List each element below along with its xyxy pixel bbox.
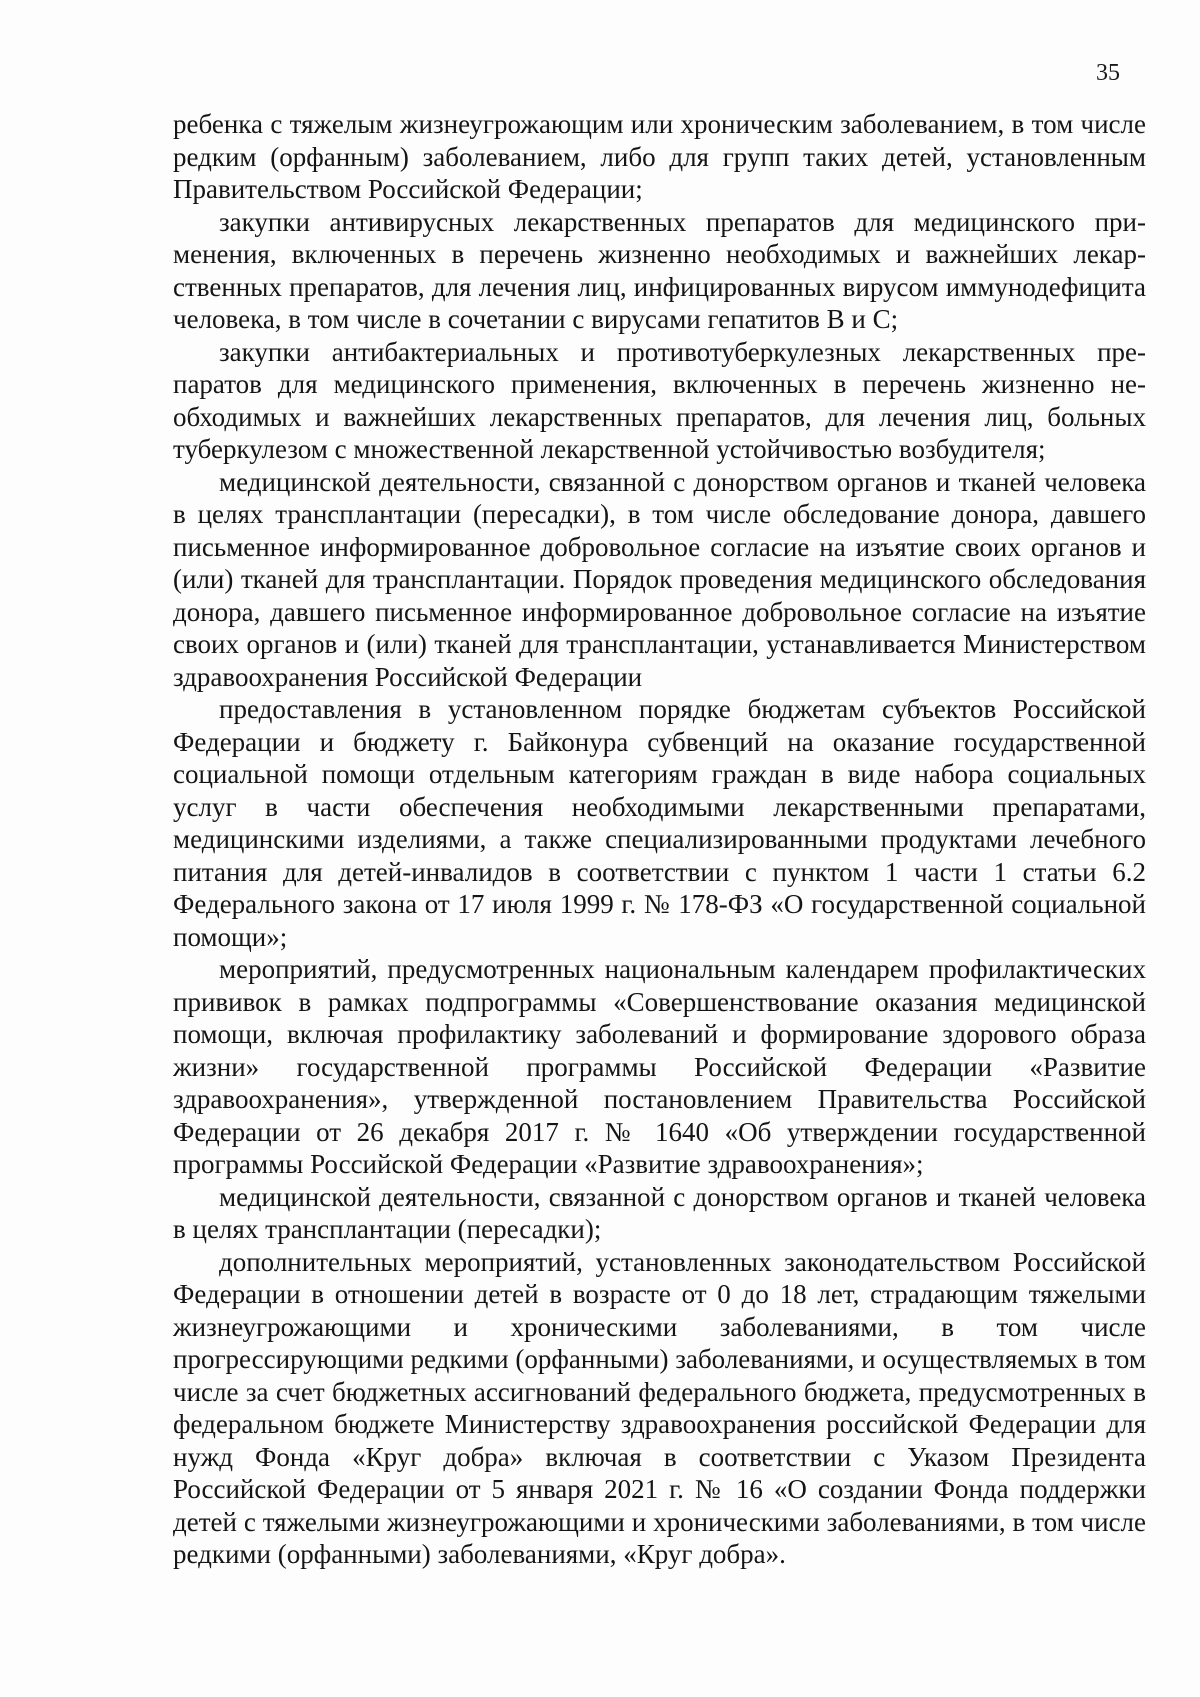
paragraph-continuation: ребенка с тяжелым жизнеугрожающим или хроническим заболеванием, в том числе редким (орфанным) заболеванием, либо для групп таких детей, установленным Правительством Российской Федерации; xyxy=(173,109,1146,204)
paragraph-vaccination-calendar: мероприятий, предусмотренных национальным календарем профилактических прививок в рамках подпрограммы «Совершенствование оказания медицинской помощи, включая профилактику заболеваний и формирование здорового образа жизни» государственной программы Российской Федерации «Развитие здравоохранения», утвержденной постановлением Правительства Российской Федерации от 26 декабря 2017 г. № 1640 «Об утверждении государственной программы Российской Федерации «Развитие здравоохранения»; xyxy=(173,954,1146,1179)
paragraph-donor-examination: медицинской деятельности, связанной с донорством органов и тканей человека в целях трансплантации (пересадки), в том числе обследование донора, давшего письменное информированное добровольное согласие на изъятие своих органов и (или) тканей для трансплантации. Порядок проведения медицинского обследования донора, давшего письменное информированное добровольное согласие на изъятие своих органов и (или) тканей для трансплантации, устанавливается Министерством здравоохранения Российской Федерации xyxy=(173,466,1146,692)
paragraph-antibacterial-purchases: закупки антибактериальных и противотуберкулезных лекарственных препаратов для медицинского применения, включенных в перечень жизненно необходимых и важнейших лекарственных препаратов, для лечения лиц, больных туберкулезом с множественной лекарственной устойчивостью возбудителя; xyxy=(173,336,1146,464)
document-body xyxy=(173,108,1146,1571)
paragraph-subventions: предоставления в установленном порядке бюджетам субъектов Российской Федерации и бюджету г. Байконура субвенций на оказание государственной социальной помощи отдельным категориям граждан в виде набора социальных услуг в части обеспечения необходимыми лекарственными препаратами, медицинскими изделиями, а также специализированными продуктами лечебного питания для детей-инвалидов в соответствии с пунктом 1 части 1 статьи 6.2 Федерального закона от 17 июля 1999 г. № 178-ФЗ «О государственной социальной помощи»; xyxy=(173,694,1146,952)
page-number: 35 xyxy=(1096,60,1120,86)
paragraph-krug-dobra: дополнительных мероприятий, установленных законодательством Российской Федерации в отношении детей в возрасте от 0 до 18 лет, страдающим тяжелыми жизнеугрожающими и хроническими заболеваниями, в том числе прогрессирующими редкими (орфанными) заболеваниями, и осуществляемых в том числе за счет бюджетных ассигнований федерального бюджета, предусмотренных в федеральном бюджете Министерству здравоохранения российской Федерации для нужд Фонда «Круг добра» включая в соответствии с Указом Президента Российской Федерации от 5 января 2021 г. № 16 «О создании Фонда поддержки детей с тяжелыми жизнеугрожающими и хроническими заболеваниями, в том числе редкими (орфанными) заболеваниями, «Круг добра». xyxy=(173,1246,1146,1569)
paragraph-antiviral-purchases: закупки антивирусных лекарственных препаратов для медицинского применения, включенных в перечень жизненно необходимых и важнейших лекарственных препаратов, для лечения лиц, инфицированных вирусом иммунодефицита человека, в том числе в сочетании с вирусами гепатитов В и С; xyxy=(173,206,1146,334)
paragraph-transplantation: медицинской деятельности, связанной с донорством органов и тканей человека в целях трансплантации (пересадки); xyxy=(173,1181,1146,1244)
